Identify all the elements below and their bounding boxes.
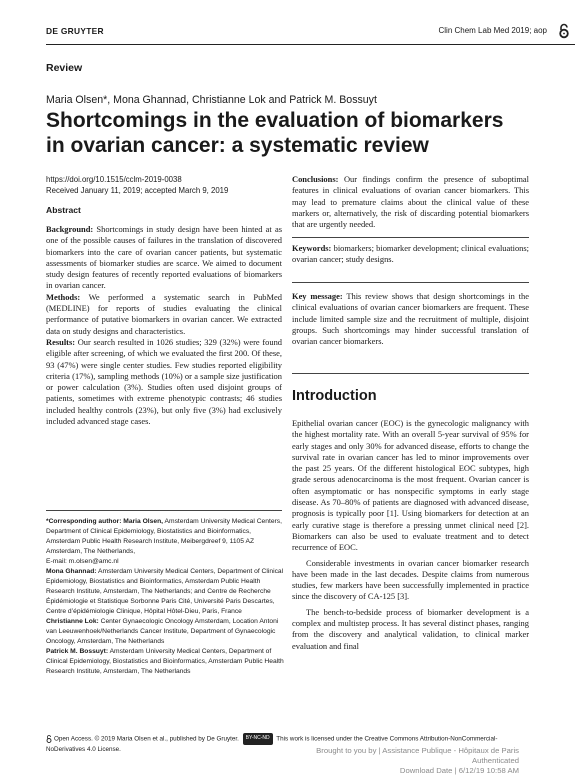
results-label: Results: (46, 336, 76, 347)
bossuyt-text: Amsterdam University Medical Centers, Department of Clinical Epidemiology, Biostatistics and Bioinformatics, Amsterdam Public Health Research Institute, Amsterdam, The Netherlands (46, 648, 284, 675)
background-label: Background: (46, 224, 94, 234)
key-message-label: Key message: (292, 291, 343, 301)
download-watermark (299, 746, 519, 777)
corr-text: Amsterdam University Medical Centers, Department of Clinical Epidemiology, Biostatistics and Bioinformatics, Amsterdam Public Health Research Institute, Meibergdreef 9, 1105 AZ Amsterdam, The Netherlands, (46, 518, 282, 555)
key-message-text: This review shows that design shortcomings in the clinical evaluations of ovarian cancer biomarkers are frequent. These include limited sample size and the recruitment of multiple, disjoint groups. Such shortcomings may hinder successful translation of ovarian cancer biomarkers. (292, 291, 529, 347)
ghannad-label: Mona Ghannad: (46, 568, 97, 575)
background-text: Shortcomings in study design have been hinted at as one of the possible causes of failures in the translation of discovered biomarkers into the care of ovarian cancer patients, but systematic assessments of biomarker studies are scarce. We aimed to document study design features of recently reported evaluations of biomarkers in ovarian cancer. (46, 224, 282, 291)
abstract-methods (46, 292, 282, 337)
lok-text: Center Gynaecologic Oncology Amsterdam, Location Antoni van Leeuwenhoek/Netherlands Cancer Institute, Department of Gynaecologic Oncology, Amsterdam, The Netherlands (46, 618, 279, 645)
intro-paragraph-3: The bench-to-bedside process of biomarker development is a complex and multistep process. It has several distinct phases, ranging from the discovery and analytical validation, to clinical marker evaluation and final (292, 606, 529, 651)
open-access-icon (46, 735, 52, 743)
article-section: Review (46, 62, 83, 74)
watermark-line-1: Brought to you by | Assistance Publique - Hôpitaux de Paris (316, 746, 519, 755)
keywords-divider-top (292, 237, 529, 238)
article-meta (46, 174, 228, 196)
ghannad-text: Amsterdam University Medical Centers, Department of Clinical Epidemiology, Biostatistics and Bioinformatics, Amsterdam Public Health Research Institute, Amsterdam, The Netherlands; and Centre de Recherche Épidémiologie et Statistique Sorbonne Paris Cité, Université Paris Descartes, Centre d’épidémiologie Clinique, Hôpital Hôtel-Dieu, Paris, France (46, 568, 284, 615)
watermark-line-2: Authenticated (471, 756, 519, 766)
article-dates: Received January 11, 2019; accepted March 9, 2019 (46, 186, 229, 195)
keywords-divider-bottom (292, 282, 529, 283)
abstract-heading: Abstract (46, 205, 81, 215)
conclusions-text: Our findings confirm the presence of suboptimal features in clinical evaluations of ovarian cancer biomarkers. This may lead to premature claims about the clinical value of these markers or, alternatively, the risk of discarding potential biomarkers that are urgently needed. (292, 174, 530, 230)
license-text-b: This work is licensed under the Creative Commons Attribution-NonCommercial-NoDerivatives 4.0 License. (46, 735, 498, 753)
key-message (292, 291, 529, 347)
introduction-heading: Introduction (292, 388, 377, 404)
running-header (46, 26, 575, 42)
keywords-label: Keywords: (292, 243, 332, 253)
publisher-name: DE GRUYTER (46, 26, 104, 36)
open-lock-icon (557, 23, 571, 39)
lok-label: Christianne Lok: (46, 618, 99, 625)
conclusions-label: Conclusions: (292, 174, 339, 184)
results-text: Our search resulted in 1026 studies; 329 (32%) were found eligible after screening, of which we evaluated the first 200. Of these, 93 (47%) were single center studies. Few studies reported eligibility criteria (17%), sampling methods (10%) or a sample size justification or power calculation (3%). Studies often used disjoint groups of patients, sometimes with extreme phenotypic contrasts; 46 studies included healthy controls (23%), but only five (3%) had exclusively included advanced stage cases. (46, 336, 283, 427)
article-title (46, 108, 526, 158)
affiliations-divider (46, 510, 282, 511)
corresponding-author (46, 517, 284, 567)
intro-paragraph-2: Considerable investments in ovarian cancer biomarker research have been made in the last decades. Despite claims from numerous studies, few markers have been successfully implemented in practice since the discovery of CA-125 [3]. (292, 557, 529, 602)
watermark-line-3: Download Date | 6/12/19 10:58 AM (399, 766, 519, 776)
cc-license-badge[interactable]: BY-NC-ND (243, 733, 273, 745)
affiliation-bossuyt (46, 647, 284, 677)
author-list: Maria Olsen*, Mona Ghannad, Christianne Lok and Patrick M. Bossuyt (46, 94, 377, 106)
abstract-conclusions (292, 174, 529, 230)
doi-link[interactable]: https://doi.org/10.1515/cclm-2019-0038 (46, 175, 182, 184)
methods-label: Methods: (46, 291, 81, 302)
abstract-results (46, 337, 282, 427)
header-rule (46, 44, 575, 45)
journal-reference: Clin Chem Lab Med 2019; aop (438, 26, 547, 35)
abstract-left-column (46, 224, 282, 427)
corr-email[interactable]: E-mail: m.olsen@amc.nl (46, 558, 119, 565)
intro-divider (292, 373, 529, 374)
abstract-background (46, 224, 282, 292)
methods-text: We performed a systematic search in PubMed (MEDLINE) for reports of studies evaluating the clinical performance of putative biomarkers in ovarian cancer. We extracted data on study designs and characteristics. (46, 291, 282, 336)
bossuyt-label: Patrick M. Bossuyt: (46, 648, 109, 655)
corr-label: *Corresponding author: Maria Olsen, (46, 518, 164, 525)
intro-paragraph-1: Epithelial ovarian cancer (EOC) is the gynecologic malignancy with the highest mortality rate. With an overall 5-year survival of 95% for early stages and only 30% for advanced disease, efforts to change the survival rate in ovarian cancer has led to minor improvements over the past 25 years. Of the different histological EOC subtypes, high grade serous adenocarcinoma is the most frequent. Ovarian cancer is often asymptomatic or has nonspecific symptoms in early stage disease. As 70–80% of patients are diagnosed with advanced disease, prognosis is typically poor [1]. Using biomarkers for detection at an early curative stage is therefore a pressing unmet clinical need [2]. Biomarkers can also be used to evaluate treatment and to detect recurrence of EOC. (292, 418, 529, 553)
affiliations (46, 517, 284, 677)
title-line-2: in ovarian cancer: a systematic review (46, 134, 429, 157)
affiliation-lok (46, 617, 284, 647)
keywords (292, 243, 529, 266)
introduction-body (292, 418, 529, 652)
license-text-a: Open Access. © 2019 Maria Olsen et al., published by De Gruyter. (54, 735, 239, 743)
affiliation-ghannad (46, 567, 284, 617)
keywords-text: biomarkers; biomarker development; clinical evaluations; ovarian cancer; study designs. (292, 243, 530, 265)
title-line-1: Shortcomings in the evaluation of biomarkers (46, 109, 504, 132)
